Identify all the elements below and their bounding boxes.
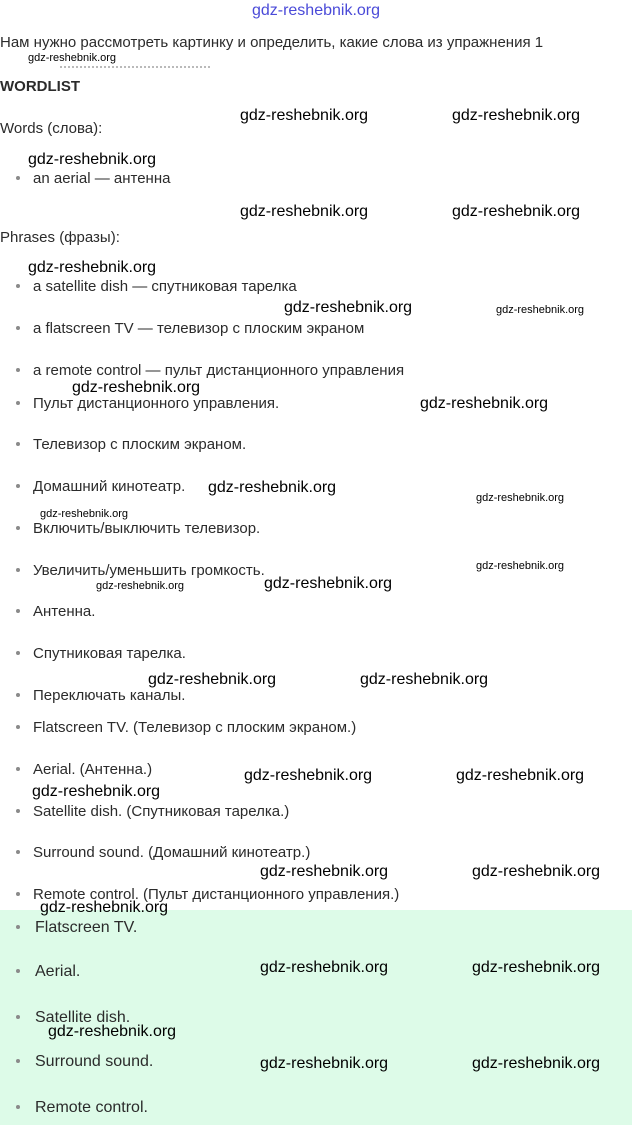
bullet-icon [16,925,20,929]
list-item: Flatscreen TV. (Телевизор с плоским экраном.) [16,719,356,736]
list-item: Увеличить/уменьшить громкость. [16,562,265,579]
watermark: gdz-reshebnik.org [40,508,129,520]
watermark: gdz-reshebnik.org [476,560,565,572]
bullet-icon [16,526,20,530]
list-item: Переключать каналы. [16,687,185,704]
watermark: gdz-reshebnik.org [208,479,337,496]
watermark: gdz-reshebnik.org [28,151,157,168]
bullet-icon [16,1015,20,1019]
list-item: a flatscreen TV — телевизор с плоским экраном [16,320,364,337]
bullet-icon [16,725,20,729]
watermark: gdz-reshebnik.org [452,203,581,220]
bullet-icon [16,568,20,572]
watermark: gdz-reshebnik.org [264,575,393,592]
watermark: gdz-reshebnik.org [40,899,169,916]
bullet-icon [16,401,20,405]
watermark: gdz-reshebnik.org [260,959,389,976]
bullet-icon [16,693,20,697]
watermark: gdz-reshebnik.org [96,580,185,592]
bullet-icon [16,892,20,896]
watermark: gdz-reshebnik.org [244,767,373,784]
bullet-icon [16,484,20,488]
wordlist-heading: WORDLIST [0,78,80,95]
answer-item: Remote control. [16,1099,148,1117]
phrases-heading: Phrases (фразы): [0,229,120,246]
list-item: Satellite dish. (Спутниковая тарелка.) [16,803,289,820]
watermark: gdz-reshebnik.org [32,783,161,800]
watermark: gdz-reshebnik.org [148,671,277,688]
bullet-icon [16,767,20,771]
watermark: gdz-reshebnik.org [260,1055,389,1072]
list-item: Телевизор с плоским экраном. [16,436,246,453]
words-heading: Words (слова): [0,120,103,137]
answer-item: Surround sound. [16,1053,153,1071]
watermark: gdz-reshebnik.org [496,304,585,316]
watermark: gdz-reshebnik.org [420,395,549,412]
watermark: gdz-reshebnik.org [260,863,389,880]
bullet-icon [16,326,20,330]
site-title[interactable]: gdz-reshebnik.org [251,2,381,19]
bullet-icon [16,368,20,372]
intro-text: Нам нужно рассмотреть картинку и определить, какие слова из упражнения 1 [0,34,544,51]
watermark: gdz-reshebnik.org [360,671,489,688]
list-item: Домашний кинотеатр. [16,478,185,495]
answer-item: Aerial. [16,963,80,981]
bullet-icon [16,442,20,446]
cropped-text-line [60,66,210,74]
bullet-icon [16,850,20,854]
bullet-icon [16,176,20,180]
bullet-icon [16,1059,20,1063]
watermark: gdz-reshebnik.org [476,492,565,504]
list-item: Aerial. (Антенна.) [16,761,152,778]
list-item: Remote control. (Пульт дистанционного управления.) [16,886,399,903]
watermark: gdz-reshebnik.org [472,1055,601,1072]
watermark: gdz-reshebnik.org [472,959,601,976]
bullet-icon [16,969,20,973]
bullet-icon [16,809,20,813]
list-item: Surround sound. (Домашний кинотеатр.) [16,844,310,861]
watermark: gdz-reshebnik.org [456,767,585,784]
answer-item: Satellite dish. [16,1009,130,1027]
watermark: gdz-reshebnik.org [452,107,581,124]
list-item: a remote control — пульт дистанционного управления [16,362,404,379]
watermark: gdz-reshebnik.org [72,379,201,396]
watermark: gdz-reshebnik.org [472,863,601,880]
bullet-icon [16,1105,20,1109]
bullet-icon [16,284,20,288]
list-item: Спутниковая тарелка. [16,645,186,662]
bullet-icon [16,609,20,613]
watermark: gdz-reshebnik.org [240,203,369,220]
watermark: gdz-reshebnik.org [284,299,413,316]
bullet-icon [16,651,20,655]
watermark: gdz-reshebnik.org [28,259,157,276]
watermark: gdz-reshebnik.org [28,52,117,64]
list-item: a satellite dish — спутниковая тарелка [16,278,297,295]
list-item: Включить/выключить телевизор. [16,520,260,537]
list-item: Пульт дистанционного управления. [16,395,279,412]
answer-block [0,910,632,1125]
answer-item: Flatscreen TV. [16,919,137,937]
list-item: an aerial — антенна [16,170,170,187]
list-item: Антенна. [16,603,95,620]
watermark: gdz-reshebnik.org [48,1023,177,1040]
watermark: gdz-reshebnik.org [240,107,369,124]
